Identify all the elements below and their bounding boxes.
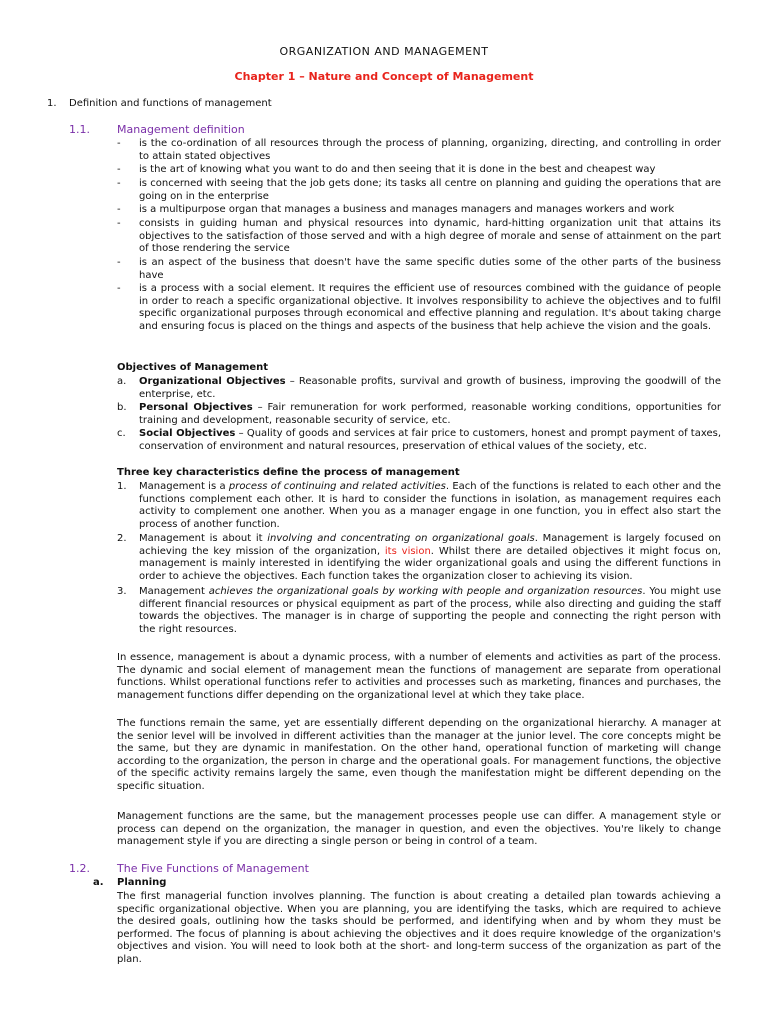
characteristic-item — [139, 481, 721, 531]
bullet-marker: - — [117, 218, 121, 229]
body-paragraph: In essence, management is about a dynamic process, with a number of elements and activities as part of the process. The dynamic and social element of management mean the functions of management are separate from operational functions. Whilst operational functions refer to activities and processes such as marketing, finances and purchases, the management functions differ depending on the organizational level at which they take place. — [117, 652, 721, 701]
bullet-marker: - — [117, 283, 121, 294]
objective-item — [139, 376, 721, 401]
objective-text: – Fair remuneration for work performed, reasonable working conditions, opportunities for training and development, reasonable security of service, etc. — [139, 402, 722, 426]
section-heading: Definition and functions of management — [69, 98, 272, 109]
text-run: . Whilst there are detailed objectives it might focus on, management is mainly interested in identifying the wider organizational goals and using the different functions in order to achieve the objectives. Each function takes the organization closer to achieving its vision. — [139, 545, 721, 582]
text-run: Management is a — [139, 481, 229, 492]
bullet-text: is an aspect of the business that doesn't have the same specific duties some of the other parts of the business have — [139, 257, 721, 281]
chapter-heading: Chapter 1 – Nature and Concept of Management — [234, 70, 534, 83]
subsection-heading: Management definition — [117, 123, 245, 136]
body-paragraph: The functions remain the same, yet are essentially different depending on the organizational hierarchy. A manager at the senior level will be involved in different activities than the manager at the junior level. The core concepts might be the same, but they are dynamic in manifestation. On the other hand, operational function of marketing will change according to the organization, the person in charge and the operational goals. For management functions, the objective of the specific activity remains largely the same, even though the manifestation might be different depending on the specific situation. — [117, 718, 721, 792]
objective-label: Organizational Objectives — [139, 376, 286, 387]
document-title: ORGANIZATION AND MANAGEMENT — [279, 45, 489, 58]
list-marker: 1. — [117, 481, 127, 492]
objective-text: – Quality of goods and services at fair price to customers, honest and prompt payment of taxes, conservation of environment and natural resources, preservation of ethical values of the society, etc. — [139, 428, 722, 452]
text-run: Management is about it — [139, 533, 268, 544]
emphasis-text: involving and concentrating on organizational goals — [267, 533, 535, 544]
bullet-text: is the art of knowing what you want to do and then seeing that it is done in the best and cheapest way — [139, 164, 656, 175]
highlighted-text: its vision — [384, 545, 431, 557]
objectives-heading: Objectives of Management — [117, 362, 269, 373]
objective-label: Social Objectives — [139, 428, 236, 439]
characteristics-heading: Three key characteristics define the process of management — [117, 467, 460, 478]
list-marker: 2. — [117, 533, 127, 544]
list-marker: b. — [117, 402, 127, 413]
emphasis-text: achieves the organizational goals by working with people and organization resources — [208, 586, 643, 597]
subsection-number: 1.1. — [69, 123, 90, 136]
text-run: . Management is largely focused on achieving the key mission of the organization, — [139, 533, 721, 557]
bullet-text: is the co-ordination of all resources through the process of planning, organizing, directing, and controlling in order to attain stated objectives — [139, 138, 721, 162]
objective-item — [139, 428, 721, 453]
characteristic-item — [139, 586, 721, 636]
bullet-marker: - — [117, 164, 121, 175]
subsection-heading: The Five Functions of Management — [117, 862, 309, 875]
subsection-number: 1.2. — [69, 862, 90, 875]
objective-text: – Reasonable profits, survival and growth of business, improving the goodwill of the enterprise, etc. — [139, 376, 721, 400]
planning-paragraph: The first managerial function involves planning. The function is about creating a detailed plan towards achieving a specific organizational objective. When you are planning, you are identifying the tasks, which are required to achieve the desired goals, outlining how the tasks should be performed, and identifying when and by whom they must be performed. The focus of planning is about achieving the objectives and it does require knowledge of the organization's objectives and vision. You will need to look both at the short- and long-term success of the organization as part of the plan. — [117, 891, 721, 965]
list-marker: a. — [93, 877, 104, 888]
bullet-marker: - — [117, 204, 121, 215]
text-run: . You might use different financial resources or physical equipment as part of the process, while also directing and guiding the staff towards the objectives. The manager is in charge of supporting the people and connecting the right person with the right resources. — [139, 586, 721, 635]
bullet-text: is a process with a social element. It requires the efficient use of resources combined with the guidance of people in order to reach a specific organizational objective. It involves responsibility to achieve the objectives and to fulfil specific organizational purposes through economical and effective planning and regulation. It's about taking charge and ensuring focus is placed on the things and aspects of the business that help achieve the vision and the goals. — [139, 283, 721, 332]
bullet-text: is concerned with seeing that the job gets done; its tasks all centre on planning and guiding the operations that are going on in the enterprise — [139, 178, 721, 202]
objective-label: Personal Objectives — [139, 402, 253, 413]
text-run: Management — [139, 586, 209, 597]
body-paragraph: Management functions are the same, but the management processes people use can differ. A management style or process can depend on the organization, the manager in question, and even the objectives. You're likely to change management style if you are directing a single person or being in control of a team. — [117, 811, 721, 848]
bullet-marker: - — [117, 138, 121, 149]
bullet-marker: - — [117, 257, 121, 268]
emphasis-text: process of continuing and related activities — [228, 481, 446, 492]
bullet-marker: - — [117, 178, 121, 189]
list-marker: c. — [117, 428, 126, 439]
list-marker: a. — [117, 376, 127, 387]
planning-heading: Planning — [117, 877, 167, 888]
bullet-text: is a multipurpose organ that manages a business and manages managers and manages workers and work — [139, 204, 675, 215]
text-run: . Each of the functions is related to each other and the functions complement each other. It is hard to consider the functions in isolation, as management requires each activity to complement one another. When you as a manager engage in one function, you in effect also start the process of another function. — [139, 481, 721, 530]
characteristic-item — [139, 533, 721, 583]
list-marker: 3. — [117, 586, 127, 597]
bullet-text: consists in guiding human and physical resources into dynamic, hard-hitting organization unit that attains its objectives to the satisfaction of those served and with a high degree of morale and sense of attainment on the part of those rendering the service — [139, 218, 721, 255]
section-number: 1. — [47, 98, 57, 109]
objective-item — [139, 402, 721, 427]
